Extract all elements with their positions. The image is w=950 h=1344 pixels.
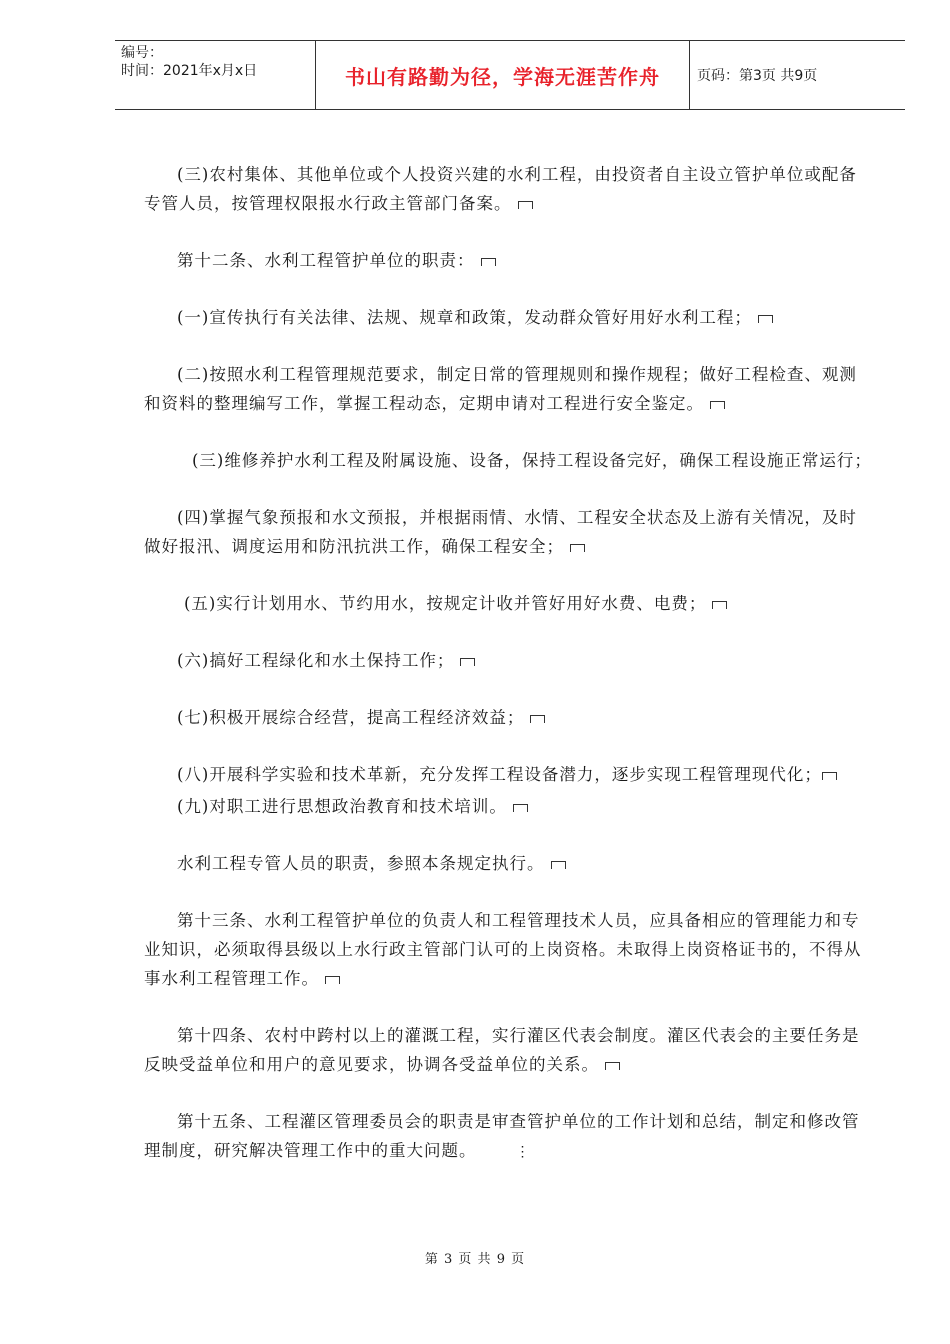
header-divider-right xyxy=(689,41,690,109)
paragraph-mark-icon xyxy=(460,658,475,666)
paragraph-text: (二)按照水利工程管理规范要求，制定日常的管理规则和操作规程；做好工程检查、观测和资料的整理编写工作，掌握工程动态，定期申请对工程进行安全鉴定。 xyxy=(144,365,857,413)
paragraph-13 xyxy=(144,906,874,993)
paragraph-10 xyxy=(144,760,874,789)
header-page-info: 页码：第3页 共9页 xyxy=(697,68,818,84)
paragraph-mark-icon xyxy=(530,715,545,723)
paragraph-14 xyxy=(144,1021,874,1079)
paragraph-text: 水利工程专管人员的职责，参照本条规定执行。 xyxy=(177,854,545,873)
paragraph-12 xyxy=(144,849,874,878)
paragraph-8 xyxy=(144,646,874,675)
paragraph-2 xyxy=(144,246,874,275)
paragraph-mark-icon xyxy=(570,544,585,552)
paragraph-mark-icon xyxy=(712,601,727,609)
paragraph-text: (六)搞好工程绿化和水土保持工作； xyxy=(177,651,455,670)
document-body xyxy=(144,160,874,1167)
paragraph-text: (七)积极开展综合经营，提高工程经济效益； xyxy=(177,708,525,727)
paragraph-text: 第十三条、水利工程管护单位的负责人和工程管理技术人员，应具备相应的管理能力和专业知识，必须取得县级以上水行政主管部门认可的上岗资格。未取得上岗资格证书的，不得从事水利工程管理工作。 xyxy=(144,911,862,988)
header-motto: 书山有路勤为径，学海无涯苦作舟 xyxy=(345,64,660,89)
paragraph-mark-icon xyxy=(710,401,725,409)
paragraph-15 xyxy=(144,1107,874,1167)
paragraph-1 xyxy=(144,160,874,218)
paragraph-3 xyxy=(144,303,874,332)
paragraph-text: (四)掌握气象预报和水文预报，并根据雨情、水情、工程安全状态及上游有关情况，及时做好报汛、调度运用和防汛抗洪工作，确保工程安全； xyxy=(144,508,857,556)
document-header xyxy=(115,40,905,110)
paragraph-9 xyxy=(144,703,874,732)
page-footer: 第 3 页 共 9 页 xyxy=(424,1252,526,1267)
paragraph-mark-icon xyxy=(758,315,773,323)
paragraph-text: 第十四条、农村中跨村以上的灌溉工程，实行灌区代表会制度。灌区代表会的主要任务是反映受益单位和用户的意见要求，协调各受益单位的关系。 xyxy=(144,1026,860,1074)
paragraph-text: (五)实行计划用水、节约用水，按规定计收并管好用好水费、电费； xyxy=(184,594,707,613)
paragraph-text: (三)维修养护水利工程及附属设施、设备，保持工程设备完好，确保工程设施正常运行； xyxy=(192,451,872,470)
paragraph-mark-icon xyxy=(518,201,533,209)
header-number: 编号： xyxy=(121,45,163,61)
paragraph-6 xyxy=(144,503,874,561)
paragraph-text: (八)开展科学实验和技术革新，充分发挥工程设备潜力，逐步实现工程管理现代化； xyxy=(177,765,822,784)
paragraph-mark-icon xyxy=(822,772,837,780)
paragraph-7 xyxy=(144,589,874,618)
paragraph-4 xyxy=(144,360,874,418)
paragraph-mark-icon xyxy=(513,804,528,812)
paragraph-mark-icon xyxy=(605,1062,620,1070)
paragraph-text: 第十二条、水利工程管护单位的职责： xyxy=(177,251,475,270)
paragraph-text: (三)农村集体、其他单位或个人投资兴建的水利工程，由投资者自主设立管护单位或配备专管人员，按管理权限报水行政主管部门备案。 xyxy=(144,165,857,213)
paragraph-mark-icon xyxy=(325,976,340,984)
paragraph-text: (一)宣传执行有关法律、法规、规章和政策，发动群众管好用好水利工程； xyxy=(177,308,752,327)
header-time: 时间：2021年x月x日 xyxy=(121,63,258,79)
paragraph-mark-icon xyxy=(551,861,566,869)
paragraph-text: (九)对职工进行思想政治教育和技术培训。 xyxy=(177,797,507,816)
vertical-dots-icon: ⋮ xyxy=(515,1144,530,1160)
paragraph-5 xyxy=(144,446,874,475)
header-meta xyxy=(115,41,315,109)
paragraph-11 xyxy=(144,792,874,821)
paragraph-mark-icon xyxy=(481,258,496,266)
paragraph-text: 第十五条、工程灌区管理委员会的职责是审查管护单位的工作计划和总结，制定和修改管理制度，研究解决管理工作中的重大问题。 xyxy=(144,1112,860,1160)
